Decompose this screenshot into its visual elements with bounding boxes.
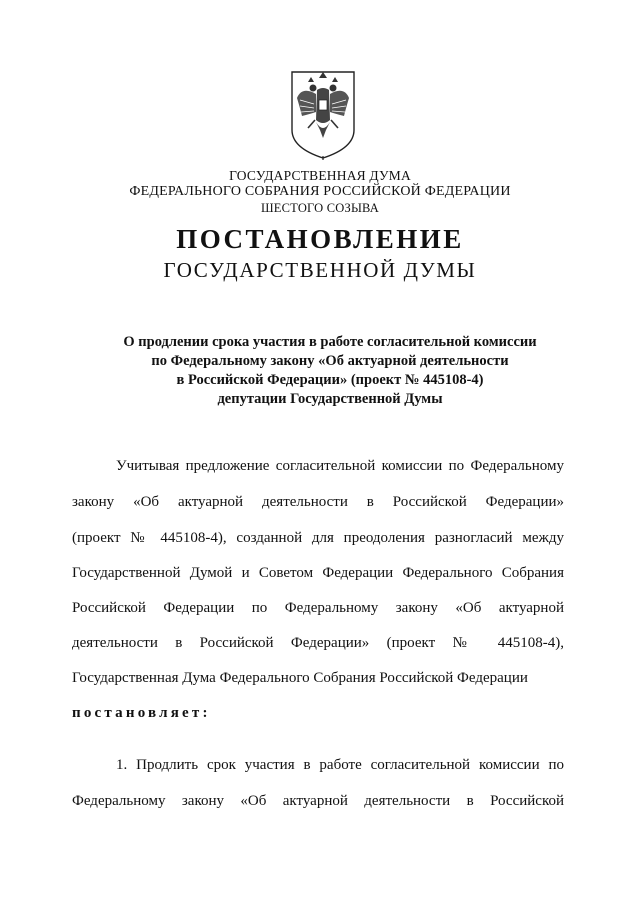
document-type-title: ПОСТАНОВЛЕНИЕ <box>176 224 464 254</box>
document-subject <box>90 333 570 409</box>
subject-line: депутации Государственной Думы <box>217 391 443 407</box>
subject-line: по Федеральному закону «Об актуарной деятельности <box>151 353 509 369</box>
header-federal-assembly: ФЕДЕРАЛЬНОГО СОБРАНИЯ РОССИЙСКОЙ ФЕДЕРАЦИИ <box>129 184 511 199</box>
preamble-line: Государственная Дума Федерального Собрания Российской Федерации <box>72 670 528 686</box>
preamble-line: Учитывая предложение согласительной комиссии по Федеральному <box>116 458 564 474</box>
coat-of-arms-emblem-icon <box>288 68 358 160</box>
resolves-word: постановляет: <box>72 705 211 721</box>
preamble-line: Государственной Думой и Советом Федерации Федерального Собрания <box>72 565 564 581</box>
document-issuer: ГОСУДАРСТВЕННОЙ ДУМЫ <box>163 258 477 282</box>
preamble-line: Российской Федерации по Федеральному закону «Об актуарной <box>72 600 564 616</box>
clause-line: Федеральному закону «Об актуарной деятельности в Российской <box>72 793 564 809</box>
preamble-line: закону «Об актуарной деятельности в Российской Федерации» <box>72 494 564 510</box>
header-convocation: ШЕСТОГО СОЗЫВА <box>260 201 380 215</box>
subject-line: в Российской Федерации» (проект № 445108-4) <box>176 372 484 388</box>
preamble-line: деятельности в Российской Федерации» (проект № 445108-4), <box>72 635 564 651</box>
preamble-line: (проект № 445108-4), созданной для преодоления разногласий между <box>72 530 564 546</box>
header-duma: ГОСУДАРСТВЕННАЯ ДУМА <box>229 168 411 183</box>
clause-line: 1. Продлить срок участия в работе согласительной комиссии по <box>116 757 564 773</box>
subject-line: О продлении срока участия в работе согласительной комиссии <box>123 334 537 350</box>
